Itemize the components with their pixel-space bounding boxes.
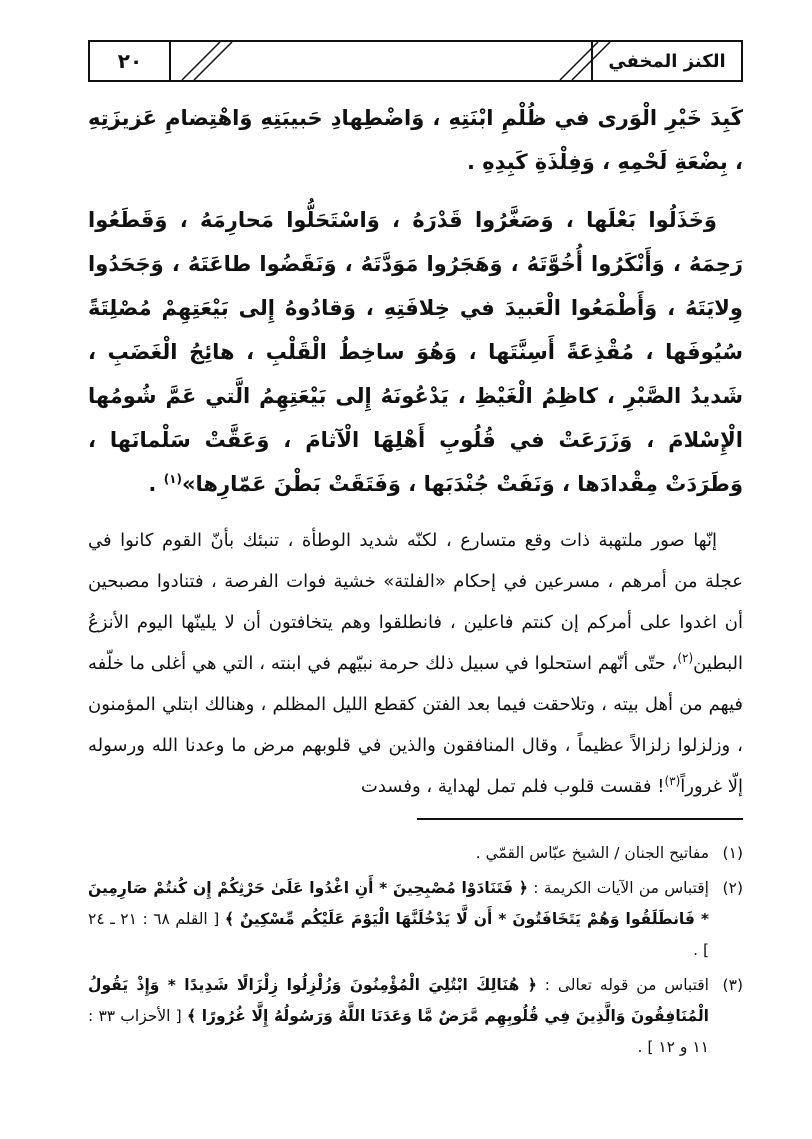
footnote-3 — [88, 970, 743, 1063]
footnote-text: مفاتيح الجنان / الشيخ عبّاس القمّي . — [475, 844, 709, 862]
footnote-number: (٣) — [722, 976, 743, 994]
footnote-quran-verse: ﴿ فَتَنَادَوْا مُصْبِحِينَ * أَنِ اغْدُوا عَلَىٰ حَرْثِكُمْ إِن كُنتُمْ صَارِمِينَ * فَانطَلَقُوا وَهُمْ يَتَخَافَتُونَ * أَن لَّا يَدْخُلَنَّهَا الْيَوْمَ عَلَيْكُم مِّسْكِينٌ ﴾ — [88, 879, 710, 928]
footnote-ref-3[interactable]: (٣) — [664, 774, 681, 788]
quote-paragraph-1: كَبِدَ خَيْرِ الْوَرى في ظُلْمِ ابْنَتِهِ ، وَاضْطِهادِ حَبيبَتِهِ وَاهْتِضامِ عَزيزَتِهِ ، بِضْعَةِ لَحْمِهِ ، وَفِلْذَةِ كَبِدِهِ . — [88, 106, 743, 174]
footnote-text — [88, 873, 709, 966]
prose-part-c: ! فقست قلوب فلم تمل لهداية ، وفسدت — [360, 776, 665, 797]
footnote-source: [ الأحزاب ٣٣ : ١١ و ١٢ ] . — [88, 1007, 709, 1056]
footnote-divider — [417, 818, 743, 820]
footnotes — [88, 838, 743, 1067]
prose-part-b: ، حتّى أنّهم استحلوا في سبيل ذلك حرمة نبيّهم في ابنته ، التي هي أغلى ما خلّفه فيهم من أهل بيته ، وتلاحقت فيما بعد الفتن كقطع الليل المظلم ، وهنالك ابتلي المؤمنون ، وزلزلوا زلزالاً عظيماً ، وقال المنافقون والذين في قلوبهم مرض ما وعدنا الله ورسوله إلّا غروراً — [88, 653, 743, 797]
footnote-number: (١) — [722, 844, 743, 862]
running-header — [88, 40, 743, 82]
footnote-lead: اقتباس من قوله تعالى : — [544, 976, 709, 994]
quote-paragraph-2-text: وَخَذَلُوا بَعْلَها ، وَصَغَّرُوا قَدْرَهُ ، وَاسْتَحَلُّوا مَحارِمَهُ ، وَقَطَعُوا رَحِمَهُ ، وَأَنْكَرُوا أُخُوَّتَهُ ، وَهَجَرُوا مَوَدَّتَهُ ، وَنَقَضُوا طاعَتَهُ ، وَجَحَدُوا وِلايَتَهُ ، وَأَطْمَعُوا الْعَبيدَ في خِلافَتِهِ ، وَقادُوهُ إِلى بَيْعَتِهِمْ مُصْلِتَةً سُيُوفَها ، مُقْذِعَةً أَسِنَّتَها ، وَهُوَ ساخِطُ الْقَلْبِ ، هائِجُ الْغَضَبِ ، شَديدُ الصَّبْرِ ، كاظِمُ الْغَيْظِ ، يَدْعُونَهُ إِلى بَيْعَتِهِمُ الَّتي عَمَّ شُومُها الْإِسْلامَ ، وَزَرَعَتْ في قُلُوبِ أَهْلِهَا الْآثامَ ، وَعَقَّتْ سَلْمانَها ، وَطَرَدَتْ مِقْدادَها ، وَنَفَتْ جُنْدَبَها ، وَفَتَقَتْ بَطْنَ عَمّارِها» — [88, 208, 743, 496]
footnote-1 — [88, 838, 743, 869]
footnote-text — [88, 970, 709, 1063]
footnote-ref-2[interactable]: (٢) — [677, 651, 694, 665]
page-number: ٢٠ — [117, 49, 143, 73]
prose-part-a: إنّها صور ملتهبة ذات وقع متسارع ، لكنّه شديد الوطأة ، تنبئك بأنّ القوم كانوا في عجلة من أمرهم ، مسرعين في إحكام «الفلتة» خشية فوات الفرصة ، فتنادوا مصبحين أن اغدوا على أمركم إن كنتم فاعلين ، فانطلقوا وهم يتخافتون أن لا يلينّها اليوم الأنزعُ البطين — [88, 530, 743, 674]
main-text — [88, 96, 743, 807]
footnote-quran-verse: ﴿ هُنَالِكَ ابْتُلِيَ الْمُؤْمِنُونَ وَزُلْزِلُوا زِلْزَالًا شَدِيدًا * وَإِذْ يَقُولُ الْمُنَافِقُونَ وَالَّذِينَ فِي قُلُوبِهِم مَّرَضٌ مَّا وَعَدَنَا اللَّهُ وَرَسُولُهُ إِلَّا غُرُورًا ﴾ — [88, 976, 709, 1025]
quote-paragraph-2: وَخَذَلُوا بَعْلَها ، وَصَغَّرُوا قَدْرَهُ ، وَاسْتَحَلُّوا مَحارِمَهُ ، وَقَطَعُوا رَحِمَهُ ، وَأَنْكَرُوا أُخُوَّتَهُ ، وَهَجَرُوا مَوَدَّتَهُ ، وَنَقَضُوا طاعَتَهُ ، وَجَحَدُوا وِلايَتَهُ ، وَأَطْمَعُوا الْعَبيدَ في خِلافَتِهِ ، وَقادُوهُ إِلى بَيْعَتِهِمْ مُصْلِتَةً سُيُوفَها ، مُقْذِعَةً أَسِنَّتَها ، وَهُوَ ساخِطُ الْقَلْبِ ، هائِجُ الْغَضَبِ ، شَديدُ الصَّبْرِ ، كاظِمُ الْغَيْظِ ، يَدْعُونَهُ إِلى بَيْعَتِهِمُ الَّتي عَمَّ شُومُها الْإِسْلامَ ، وَزَرَعَتْ في قُلُوبِ أَهْلِهَا الْآثامَ ، وَعَقَّتْ سَلْمانَها ، وَطَرَدَتْ مِقْدادَها ، وَنَفَتْ جُنْدَبَها ، وَفَتَقَتْ بَطْنَ عَمّارِها»$^{(١)}$ . — [88, 208, 743, 496]
footnote-source: [ القلم ٦٨ : ٢١ ـ ٢٤ ] . — [88, 910, 709, 959]
book-title: الكنز المخفي — [591, 42, 741, 80]
footnote-ref-1[interactable]: (١) — [163, 472, 182, 486]
footnote-lead: إقتباس من الآيات الكريمة : — [533, 879, 709, 897]
footnote-number: (٢) — [722, 879, 743, 897]
footnote-2 — [88, 873, 743, 966]
prose-paragraph — [88, 520, 743, 807]
